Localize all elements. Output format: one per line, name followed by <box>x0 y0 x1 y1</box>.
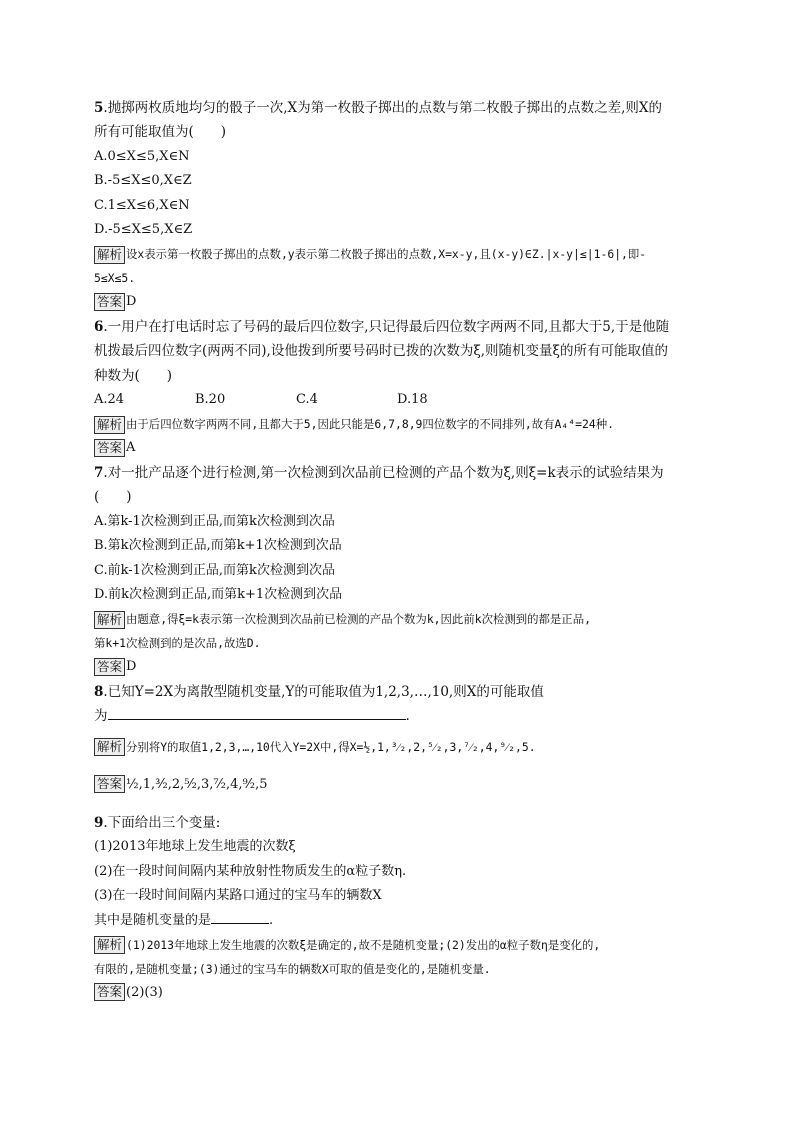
question-text: .一用户在打电话时忘了号码的最后四位数字,只记得最后四位数字两两不同,且都大于5,于是他随 <box>103 318 670 335</box>
option-a: A.0≤X≤5,X∈N <box>94 148 190 164</box>
question-text: 为 <box>94 708 108 725</box>
answer-label: 答案 <box>94 775 125 793</box>
question-8: 8.已知Y=2X为离散型随机变量,Y的可能取值为1,2,3,…,10,则X的可能取值 为 . 解析 分别将Y的取值1,2,3,…,10代入Y=2X中,得X=½,1,³⁄₂,2,⁵⁄₂,3,⁷⁄₂,4,⁹⁄₂,5. 答案 ½,1,³⁄₂,2,⁵⁄₂,3,⁷⁄₂,4,⁹⁄₂,5 <box>94 683 544 792</box>
option-b: B.20 <box>195 392 226 408</box>
solution-text: 有限的,是随机变量;(3)通过的宝马车的辆数X可取的值是变化的,是随机变量. <box>94 961 491 976</box>
question-6 <box>94 315 698 461</box>
answer-blank <box>108 719 406 720</box>
answer-label: 答案 <box>94 439 125 457</box>
question-text: 其中是随机变量的是 <box>94 912 212 928</box>
question-7 <box>94 461 698 680</box>
variable-item-2: (2)在一段时间间隔内某种放射性物质发生的α粒子数η. <box>94 863 407 879</box>
variable-item-3: (3)在一段时间间隔内某路口通过的宝马车的辆数X <box>94 888 382 904</box>
option-c: C.4 <box>296 392 318 408</box>
option-d: D.18 <box>397 392 428 408</box>
question-text: .对一批产品逐个进行检测,第一次检测到次品前已检测的产品个数为ξ,则ξ=k表示的试验结果为 <box>103 464 664 481</box>
option-d: D.前k次检测到正品,而第k+1次检测到次品 <box>94 586 343 602</box>
option-c: C.1≤X≤6,X∈N <box>94 197 190 213</box>
option-a: A.24 <box>94 392 125 408</box>
question-text: 所有可能取值为( ) <box>94 124 227 141</box>
solution-text: 5≤X≤5. <box>94 271 136 286</box>
answer-text: D <box>126 659 137 675</box>
answer-text: (2)(3) <box>126 984 163 1000</box>
question-text: 机拨最后四位数字(两两不同),设他拨到所要号码时已拨的次数为ξ,则随机变量ξ的所有可能取值的 <box>94 343 668 360</box>
option-d: D.-5≤X≤5,X∈Z <box>94 222 193 238</box>
solution-label: 解析 <box>94 611 125 629</box>
solution-label: 解析 <box>94 936 125 954</box>
solution-label: 解析 <box>94 416 125 434</box>
solution-text: 由题意,得ξ=k表示第一次检测到次品前已检测的产品个数为k,因此前k次检测到的都是正品, <box>126 612 591 627</box>
solution-text: (1)2013年地球上发生地震的次数ξ是确定的,故不是随机变量;(2)发出的α粒子数η是变化的, <box>126 937 601 952</box>
variable-item-1: (1)2013年地球上发生地震的次数ξ <box>94 839 296 855</box>
question-text: 种数为( ) <box>94 367 173 384</box>
question-text: ( ) <box>94 489 132 506</box>
question-text: .抛掷两枚质地均匀的骰子一次,X为第一枚骰子掷出的点数与第二枚骰子掷出的点数之差,则X的 <box>103 100 663 116</box>
document-page <box>94 96 698 1005</box>
question-text: .下面给出三个变量: <box>103 814 221 831</box>
solution-text: 设x表示第一枚骰子掷出的点数,y表示第二枚骰子掷出的点数,X=x-y,且(x-y)∈Z.|x-y|≤|1-6|,即- <box>126 247 647 262</box>
answer-text: D <box>126 294 137 310</box>
question-5 <box>94 96 698 315</box>
question-9: 9.下面给出三个变量: (1)2013年地球上发生地震的次数ξ (2)在一段时间间隔内某种放射性物质发生的α粒子数η. (3)在一段时间间隔内某路口通过的宝马车的辆数X 其中是随机变量的是 . 解析 (1)2013年地球上发生地震的次数ξ是确定的,故不是随机变量;(2)发出的α粒子数η是变化的, 有限的,是随机变量;(3)通过的宝马车的辆数X可取的值是变化的,是随机变量. 答案 (2)(3) <box>94 811 698 1005</box>
solution-label: 解析 <box>94 246 125 264</box>
option-b: B.-5≤X≤0,X∈Z <box>94 173 192 189</box>
question-number: 8 <box>94 683 104 700</box>
option-a: A.第k-1次检测到正品,而第k次检测到次品 <box>94 513 335 529</box>
answer-blank <box>211 923 269 924</box>
option-b: B.第k次检测到正品,而第k+1次检测到次品 <box>94 538 342 554</box>
option-c: C.前k-1次检测到正品,而第k次检测到次品 <box>94 562 335 578</box>
question-text: .已知Y=2X为离散型随机变量,Y的可能取值为1,2,3,…,10,则X的可能取值 <box>103 683 544 700</box>
question-number: 5 <box>94 100 104 116</box>
answer-text: A <box>126 440 136 456</box>
question-number: 9 <box>94 814 104 831</box>
answer-text: ½,1,³⁄₂,2,⁵⁄₂,3,⁷⁄₂,4,⁹⁄₂,5 <box>126 776 268 792</box>
solution-label: 解析 <box>94 738 125 756</box>
solution-text: 第k+1次检测到的是次品,故选D. <box>94 636 261 651</box>
question-number: 7 <box>94 464 104 481</box>
answer-label: 答案 <box>94 983 125 1001</box>
solution-text: 由于后四位数字两两不同,且都大于5,因此只能是6,7,8,9四位数字的不同排列,故有A₄⁴=24种. <box>126 417 614 432</box>
answer-label: 答案 <box>94 293 125 311</box>
question-number: 6 <box>94 318 104 335</box>
solution-text: 分别将Y的取值1,2,3,…,10代入Y=2X中,得X=½,1,³⁄₂,2,⁵⁄₂,3,⁷⁄₂,4,⁹⁄₂,5. <box>126 739 536 754</box>
answer-label: 答案 <box>94 658 125 676</box>
